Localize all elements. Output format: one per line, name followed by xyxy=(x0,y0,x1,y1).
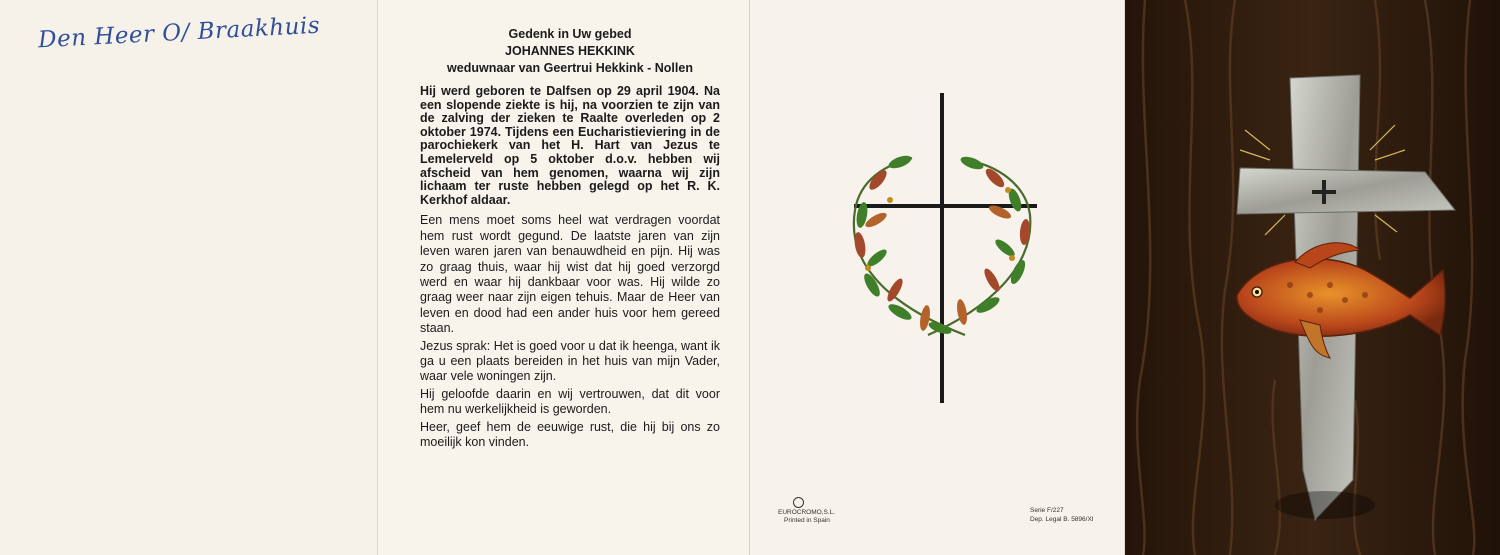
paragraph-3: Hij geloofde daarin en wij vertrouwen, dat dit voor hem nu werkelijkheid is geworden. xyxy=(420,386,720,417)
serie-label: Serie F/227 xyxy=(1030,507,1064,514)
paragraph-4: Heer, geef hem de eeuwige rust, die hij bij ons zo moeilijk kon vinden. xyxy=(420,419,720,450)
paragraph-2: Jezus sprak: Het is goed voor u dat ik heenga, want ik ga u een plaats bereiden in het huis van mijn Vader, waar vele woningen zijn. xyxy=(420,338,720,384)
biography: Hij werd geboren te Dalfsen op 29 april 1904. Na een slopende ziekte is hij, na voorzien te zijn van de zalving der zieken te Raalte overleden op 2 oktober 1974. Tijdens een Eucharistieviering in de parochiekerk van het H. Hart van Jezus te Lemelerveld op 5 oktober d.o.v. hebben wij afscheid van hem genomen, waarna wij zijn lichaam ter ruste hebben gelegd op het R. K. Kerkhof aldaar. xyxy=(420,84,720,207)
cross-fish-illustration xyxy=(1125,0,1500,555)
laurel-cross-illustration xyxy=(750,0,1125,555)
card-text-block xyxy=(420,26,720,450)
publisher-logo-icon xyxy=(793,497,804,508)
card-subtitle: weduwnaar van Geertrui Hekkink - Nollen xyxy=(447,61,693,75)
wreath-panel xyxy=(750,0,1125,555)
dep-legal-label: Dep. Legal B. 5896/XI xyxy=(1030,516,1094,523)
cover-illustration-panel xyxy=(1125,0,1500,555)
paragraph-1: Een mens moet soms heel wat verdragen voordat hem rust wordt gegund. De laatste jaren van zijn leven waren jaren van benauwdheid en pijn. Hij was zo graag thuis, waar hij wist dat hij goed verzorgd werd en waar hij dankbaar voor was. Hij wilde zo graag weer naar zijn eigen tehuis. Maar de Heer van leven en dood had een ander huis voor hem gereed staan. xyxy=(420,213,720,336)
card-heading: Gedenk in Uw gebed xyxy=(508,27,632,41)
left-blank-panel xyxy=(0,0,378,555)
text-panel xyxy=(378,0,750,555)
publisher-label: EUROCROMO,S.L. xyxy=(778,509,836,516)
deceased-name: JOHANNES HEKKINK xyxy=(505,44,635,58)
handwritten-address: Den Heer O/ Braakhuis xyxy=(37,12,321,54)
printed-label: Printed in Spain xyxy=(784,517,830,524)
